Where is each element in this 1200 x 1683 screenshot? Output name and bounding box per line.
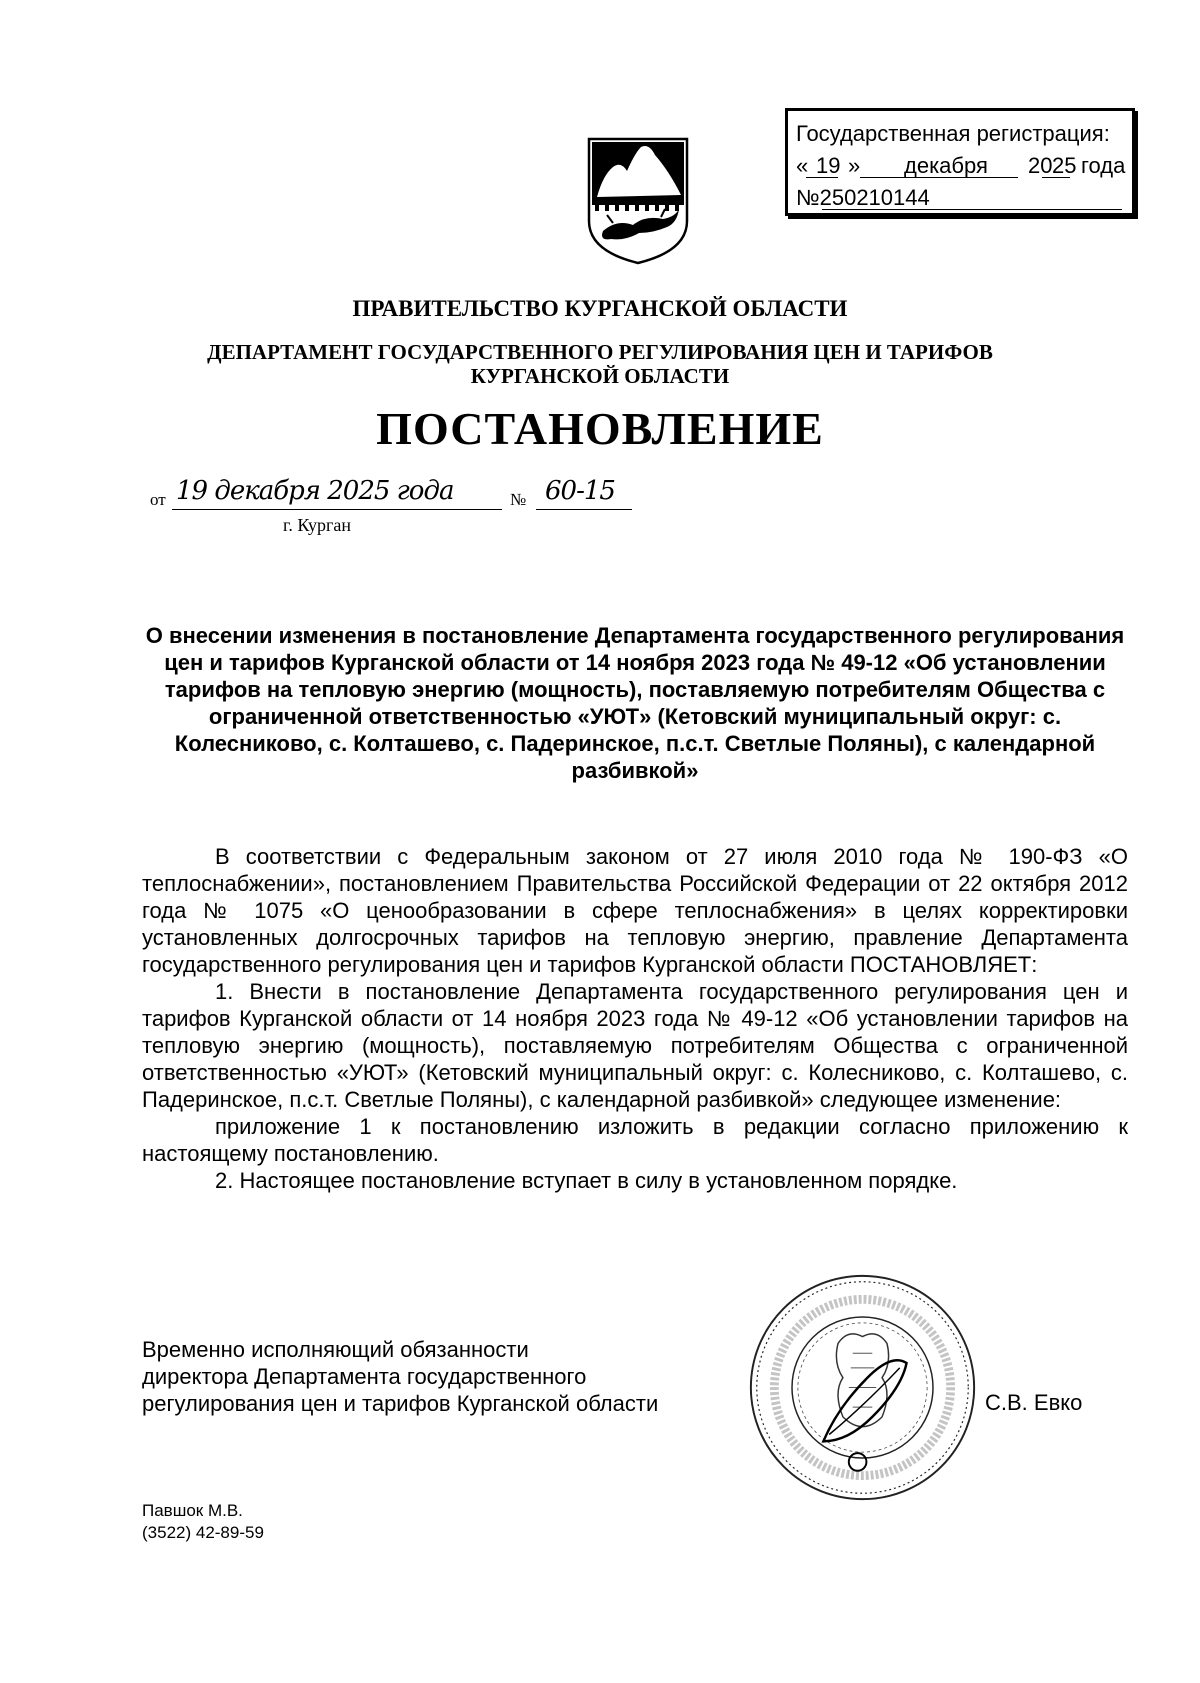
department-title-line2: КУРГАНСКОЙ ОБЛАСТИ (470, 364, 730, 388)
official-seal-icon (745, 1270, 980, 1505)
document-type-title: ПОСТАНОВЛЕНИЕ (376, 403, 824, 454)
from-label: от (150, 490, 166, 509)
handwritten-date: 19 декабря 2025 года (176, 476, 454, 506)
department-title-line1: ДЕПАРТАМЕНТ ГОСУДАРСТВЕННОГО РЕГУЛИРОВАНИЯ ЦЕН И ТАРИФОВ (207, 340, 993, 364)
government-title: ПРАВИТЕЛЬСТВО КУРГАНСКОЙ ОБЛАСТИ (352, 296, 848, 321)
registration-close-quote: » (848, 153, 861, 178)
registration-month: декабря (904, 153, 988, 178)
registration-year-suffix: 25 (1052, 153, 1077, 178)
registration-box (785, 108, 1135, 216)
body-paragraph-appendix: приложение 1 к постановлению изложить в редакции согласно приложению к настоящему постановлению. (142, 1114, 1128, 1166)
executor-phone: (3522) 42-89-59 (142, 1523, 264, 1542)
signer-position-line1: Временно исполняющий обязанности (142, 1337, 529, 1362)
body-paragraph-item1: 1. Внести в постановление Департамента государственного регулирования цен и тарифов Курганской области от 14 ноября 2023 года № 49-12 «Об установлении тарифов на тепловую энергию (мощность), поставляемую потребителям Общества с ограниченной ответственностью «УЮТ» (Кетовский муниципальный округ: с. Колесниково, с. Колташево, с. Падеринское, п.с.т. Светлые Поляны), с календарной разбивкой» следующее изменение: (142, 979, 1128, 1112)
registration-open-quote: « (796, 153, 809, 178)
registration-title: Государственная регистрация: (796, 121, 1110, 146)
body-paragraph-preamble: В соответствии с Федеральным законом от 27 июля 2010 года № 190-ФЗ «О теплоснабжении», постановлением Правительства Российской Федерации от 22 октября 2012 года № 1075 «О ценообразовании в сфере теплоснабжения» в целях корректировки установленных долгосрочных тарифов на тепловую энергию, правление Департамента государственного регулирования цен и тарифов Курганской области ПОСТАНОВЛЯЕТ: (142, 844, 1128, 977)
registration-number-line (796, 187, 930, 209)
registration-number-prefix: № (796, 185, 820, 210)
document-body (142, 843, 1128, 1194)
signer-name: С.В. Евко (985, 1390, 1083, 1415)
handwritten-number: 60-15 (545, 476, 615, 506)
registration-day: 19 (816, 153, 841, 178)
executor-info (142, 1500, 264, 1544)
signer-position-line3: регулирования цен и тарифов Курганской области (142, 1391, 659, 1416)
document-subject: О внесении изменения в постановление Департамента государственного регулирования цен и тарифов Курганской области от 14 ноября 2023 года № 49-12 «Об установлении тарифов на тепловую энергию (мощность), поставляемую потребителям Общества с ограниченной ответственностью «УЮТ» (Кетовский муниципальный округ: с. Колесниково, с. Колташево, с. Падеринское, п.с.т. Светлые Поляны), с календарной разбивкой» (145, 623, 1125, 783)
registration-year-word: года (1081, 153, 1126, 178)
executor-name: Павшок М.В. (142, 1501, 243, 1520)
city: г. Курган (283, 515, 352, 535)
registration-number: 250210144 (819, 185, 930, 210)
coat-of-arms-icon (583, 135, 693, 265)
signer-position (142, 1336, 658, 1417)
number-label: № (510, 490, 527, 509)
signer-position-line2: директора Департамента государственного (142, 1364, 587, 1389)
registration-year-prefix: 20 (1028, 153, 1053, 178)
body-paragraph-item2: 2. Настоящее постановление вступает в силу в установленном порядке. (215, 1168, 958, 1193)
